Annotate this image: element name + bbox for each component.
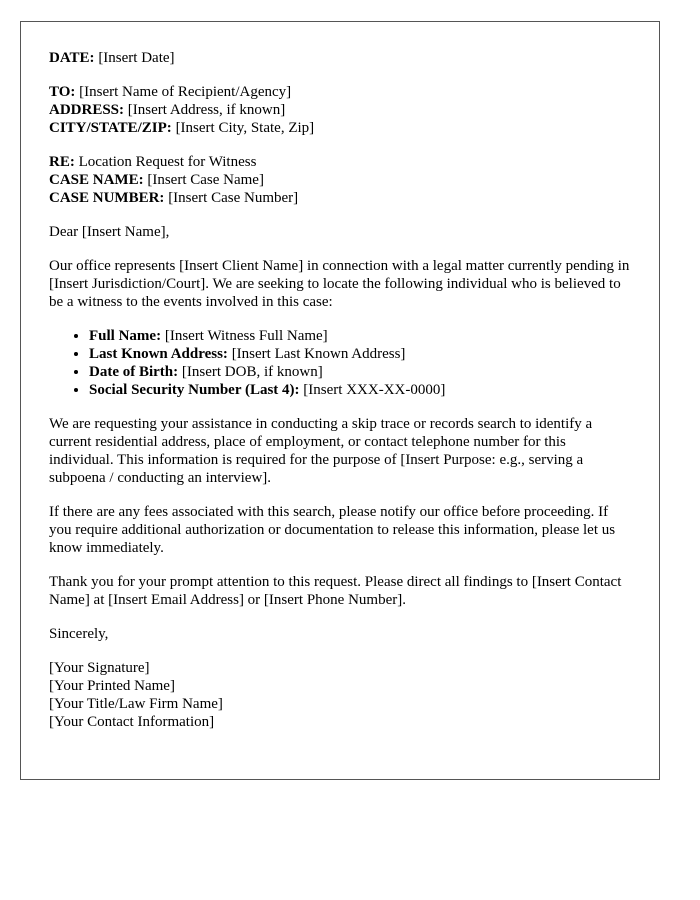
detail-value: [Insert Last Known Address] (231, 346, 406, 362)
detail-label: Full Name: (89, 328, 162, 344)
detail-label: Last Known Address: (89, 346, 228, 362)
date-block (49, 49, 631, 67)
detail-label: Date of Birth: (89, 364, 179, 380)
detail-label: Social Security Number (Last 4): (89, 382, 300, 398)
witness-details-list (49, 327, 631, 399)
signature-block (49, 659, 631, 731)
address-value: [Insert Address, if known] (127, 102, 286, 118)
thanks-paragraph: Thank you for your prompt attention to this request. Please direct all findings to [Insert Contact Name] at [Insert Email Address] or [Insert Phone Number]. (49, 574, 622, 608)
city-label: CITY/STATE/ZIP: (49, 120, 172, 136)
salutation: Dear [Insert Name], (49, 224, 170, 240)
to-value: [Insert Name of Recipient/Agency] (79, 84, 292, 100)
list-item (89, 363, 631, 381)
recipient-block (49, 83, 631, 137)
date-label: DATE: (49, 50, 95, 66)
closing: Sincerely, (49, 626, 109, 642)
re-label: RE: (49, 154, 75, 170)
re-line (49, 153, 631, 171)
case-number-value: [Insert Case Number] (168, 190, 299, 206)
request-paragraph: We are requesting your assistance in conducting a skip trace or records search to identify a current residential address, place of employment, or contact telephone number for this individual. This information is required for the purpose of [Insert Purpose: e.g., serving a subpoena / conducting an interview]. (49, 416, 593, 486)
printed-name-line: [Your Printed Name] (49, 678, 175, 694)
re-value: Location Request for Witness (78, 154, 257, 170)
fees-paragraph: If there are any fees associated with this search, please notify our office before proceeding. If you require additional authorization or documentation to release this information, please let us know immediately. (49, 504, 616, 556)
signature-line: [Your Signature] (49, 660, 150, 676)
intro-paragraph: Our office represents [Insert Client Name] in connection with a legal matter currently pending in [Insert Jurisdiction/Court]. We are seeking to locate the following individual who is believed to be a witness to the events involved in this case: (49, 258, 630, 310)
detail-value: [Insert Witness Full Name] (164, 328, 328, 344)
case-number-line (49, 189, 631, 207)
address-line (49, 101, 631, 119)
date-line (49, 49, 631, 67)
case-name-line (49, 171, 631, 189)
reference-block (49, 153, 631, 207)
case-number-label: CASE NUMBER: (49, 190, 165, 206)
city-value: [Insert City, State, Zip] (175, 120, 315, 136)
city-line (49, 119, 631, 137)
to-label: TO: (49, 84, 76, 100)
contact-line: [Your Contact Information] (49, 714, 215, 730)
date-value: [Insert Date] (98, 50, 175, 66)
title-firm-line: [Your Title/Law Firm Name] (49, 696, 223, 712)
list-item (89, 327, 631, 345)
list-item (89, 345, 631, 363)
detail-value: [Insert XXX-XX-0000] (303, 382, 446, 398)
address-label: ADDRESS: (49, 102, 125, 118)
case-name-value: [Insert Case Name] (147, 172, 264, 188)
detail-value: [Insert DOB, if known] (181, 364, 323, 380)
case-name-label: CASE NAME: (49, 172, 144, 188)
letter-page (20, 21, 660, 780)
to-line (49, 83, 631, 101)
list-item (89, 381, 631, 399)
